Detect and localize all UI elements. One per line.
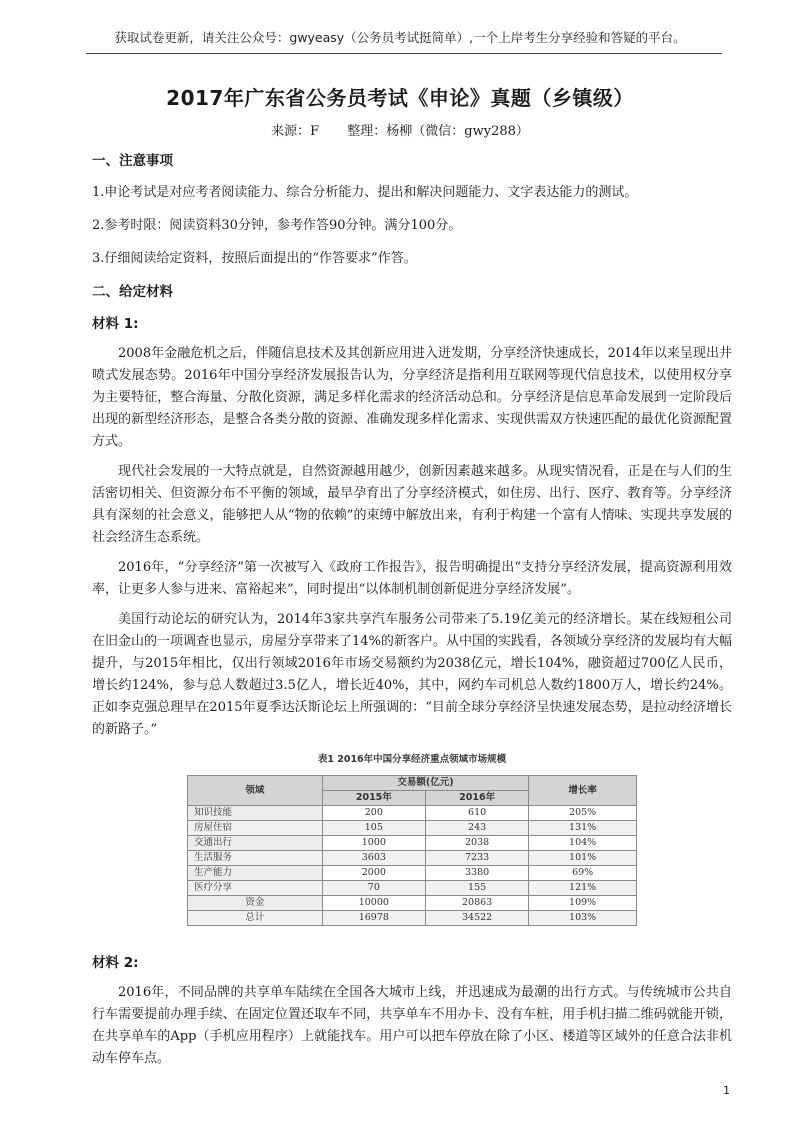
table-row <box>188 881 637 896</box>
table-cell-2016: 2038 <box>425 836 528 851</box>
table-cell-growth: 69% <box>529 866 637 881</box>
table-cell-2016: 155 <box>425 881 528 896</box>
material-1-paragraph: 美国行动论坛的研究认为，2014年3家共享汽车服务公司带来了5.19亿美元的经济增长。某在线短租公司在旧金山的一项调查也显示，房屋分享带来了14%的新客户。从中国的实践看，各领域分享经济的发展均有大幅提升，与2015年相比，仅出行领域2016年市场交易额约为2038亿元，增长104%，融资超过700亿人民币，增长约124%，参与总人数超过3.5亿人，增长近40%，其中，网约车司机总人数约1800万人，增长约24%。正如李克强总理早在2015年夏季达沃斯论坛上所强调的：“目前全球分享经济呈快速发展态势，是拉动经济增长的新路子。” <box>92 612 732 737</box>
table-cell-2016: 20863 <box>425 896 528 911</box>
header-note: 获取试卷更新，请关注公众号：gwyeasy（公务员考试挺简单）,一个上岸考生分享经验和答疑的平台。 <box>114 30 686 45</box>
table-cell-growth: 121% <box>529 881 637 896</box>
table-cell-2016: 610 <box>425 806 528 821</box>
source-line <box>0 120 800 139</box>
table-cell-2016: 3380 <box>425 866 528 881</box>
material-2-heading: 材料 2: <box>92 955 139 971</box>
table-cell-growth: 131% <box>529 821 637 836</box>
table-cell-2016: 34522 <box>425 911 528 926</box>
notice-heading: 一、注意事项 <box>92 153 173 169</box>
table-cell-2015: 70 <box>322 881 425 896</box>
material-1-paragraph: 2008年金融危机之后，伴随信息技术及其创新应用进入迸发期，分享经济快速成长，2014年以来呈现出井喷式发展态势。2016年中国分享经济发展报告认为，分享经济是指利用互联网等现代信息技术，以使用权分享为主要特征，整合海量、分散化资源，满足多样化需求的经济活动总和。分享经济是信息革命发展到一定阶段后出现的新型经济形态，是整合各类分散的资源、准确发现多样化需求、实现供需双方快速匹配的最优化资源配置方式。 <box>92 346 732 449</box>
table-cell-domain: 生活服务 <box>188 851 323 866</box>
table-cell-2015: 16978 <box>322 911 425 926</box>
table-row <box>188 851 637 866</box>
table-cell-2015: 10000 <box>322 896 425 911</box>
market-size-table <box>187 775 637 926</box>
table-cell-2015: 200 <box>322 806 425 821</box>
source-origin: 来源：F <box>271 124 320 139</box>
table-cell-domain: 知识技能 <box>188 806 323 821</box>
table-cell-growth: 109% <box>529 896 637 911</box>
table-header-growth: 增长率 <box>529 776 637 806</box>
table-row <box>188 806 637 821</box>
table-cell-growth: 104% <box>529 836 637 851</box>
table-cell-domain: 总计 <box>188 911 323 926</box>
page-title: 2017年广东省公务员考试《申论》真题（乡镇级） <box>166 86 634 110</box>
source-editor: 整理：杨柳（微信：gwy288） <box>347 124 529 139</box>
market-size-table-block <box>92 749 732 926</box>
table-cell-domain: 交通出行 <box>188 836 323 851</box>
table-cell-growth: 103% <box>529 911 637 926</box>
table-cell-domain: 房屋住宿 <box>188 821 323 836</box>
table-header-2016: 2016年 <box>425 791 528 806</box>
notice-item: 1.申论考试是对应考者阅读能力、综合分析能力、提出和解决问题能力、文字表达能力的测试。 <box>92 185 638 200</box>
table-cell-2015: 105 <box>322 821 425 836</box>
table-cell-2015: 2000 <box>322 866 425 881</box>
table-row <box>188 896 637 911</box>
table-cell-2016: 7233 <box>425 851 528 866</box>
page-number: 1 <box>723 1084 730 1097</box>
table-cell-domain: 资金 <box>188 896 323 911</box>
material-1-paragraph: 2016年，“分享经济”第一次被写入《政府工作报告》，报告明确提出“支持分享经济发展，提高资源利用效率，让更多人参与进来、富裕起来”，同时提出“以体制机制创新促进分享经济发展”。 <box>92 560 732 597</box>
notice-item: 3.仔细阅读给定资料，按照后面提出的“作答要求”作答。 <box>92 251 417 266</box>
table-header-group: 交易额(亿元) <box>322 776 529 791</box>
table-caption: 表1 2016年中国分享经济重点领域市场规模 <box>317 754 507 765</box>
table-cell-growth: 205% <box>529 806 637 821</box>
table-cell-growth: 101% <box>529 851 637 866</box>
table-row <box>188 821 637 836</box>
table-header-domain: 领域 <box>188 776 323 806</box>
table-cell-domain: 医疗分享 <box>188 881 323 896</box>
table-cell-domain: 生产能力 <box>188 866 323 881</box>
table-row <box>188 866 637 881</box>
table-row <box>188 836 637 851</box>
table-cell-2016: 243 <box>425 821 528 836</box>
materials-heading: 二、给定材料 <box>92 284 173 300</box>
material-2-paragraph: 2016年，不同品牌的共享单车陆续在全国各大城市上线，并迅速成为最潮的出行方式。与传统城市公共自行车需要提前办理手续、在固定位置还取车不同，共享单车不用办卡、没有车桩，用手机扫描二维码就能开锁，在共享单车的App（手机应用程序）上就能找车。用户可以把车停放在除了小区、楼道等区域外的任意合法非机动车停车点。 <box>92 985 732 1066</box>
material-1-heading: 材料 1: <box>92 316 139 332</box>
table-cell-2015: 1000 <box>322 836 425 851</box>
table-header-2015: 2015年 <box>322 791 425 806</box>
table-cell-2015: 3603 <box>322 851 425 866</box>
table-row-total <box>188 911 637 926</box>
header-divider <box>86 53 722 54</box>
material-1-paragraph: 现代社会发展的一大特点就是，自然资源越用越少，创新因素越来越多。从现实情况看，正是在与人们的生活密切相关、但资源分布不平衡的领域，最早孕育出了分享经济模式，如住房、出行、医疗、教育等。分享经济具有深刻的社会意义，能够把人从“物的依赖”的束缚中解放出来，有利于构建一个富有人情味、实现共享发展的社会经济生态系统。 <box>92 464 732 545</box>
notice-item: 2.参考时限：阅读资料30分钟，参考作答90分钟。满分100分。 <box>92 218 462 233</box>
document-body <box>92 150 732 1078</box>
